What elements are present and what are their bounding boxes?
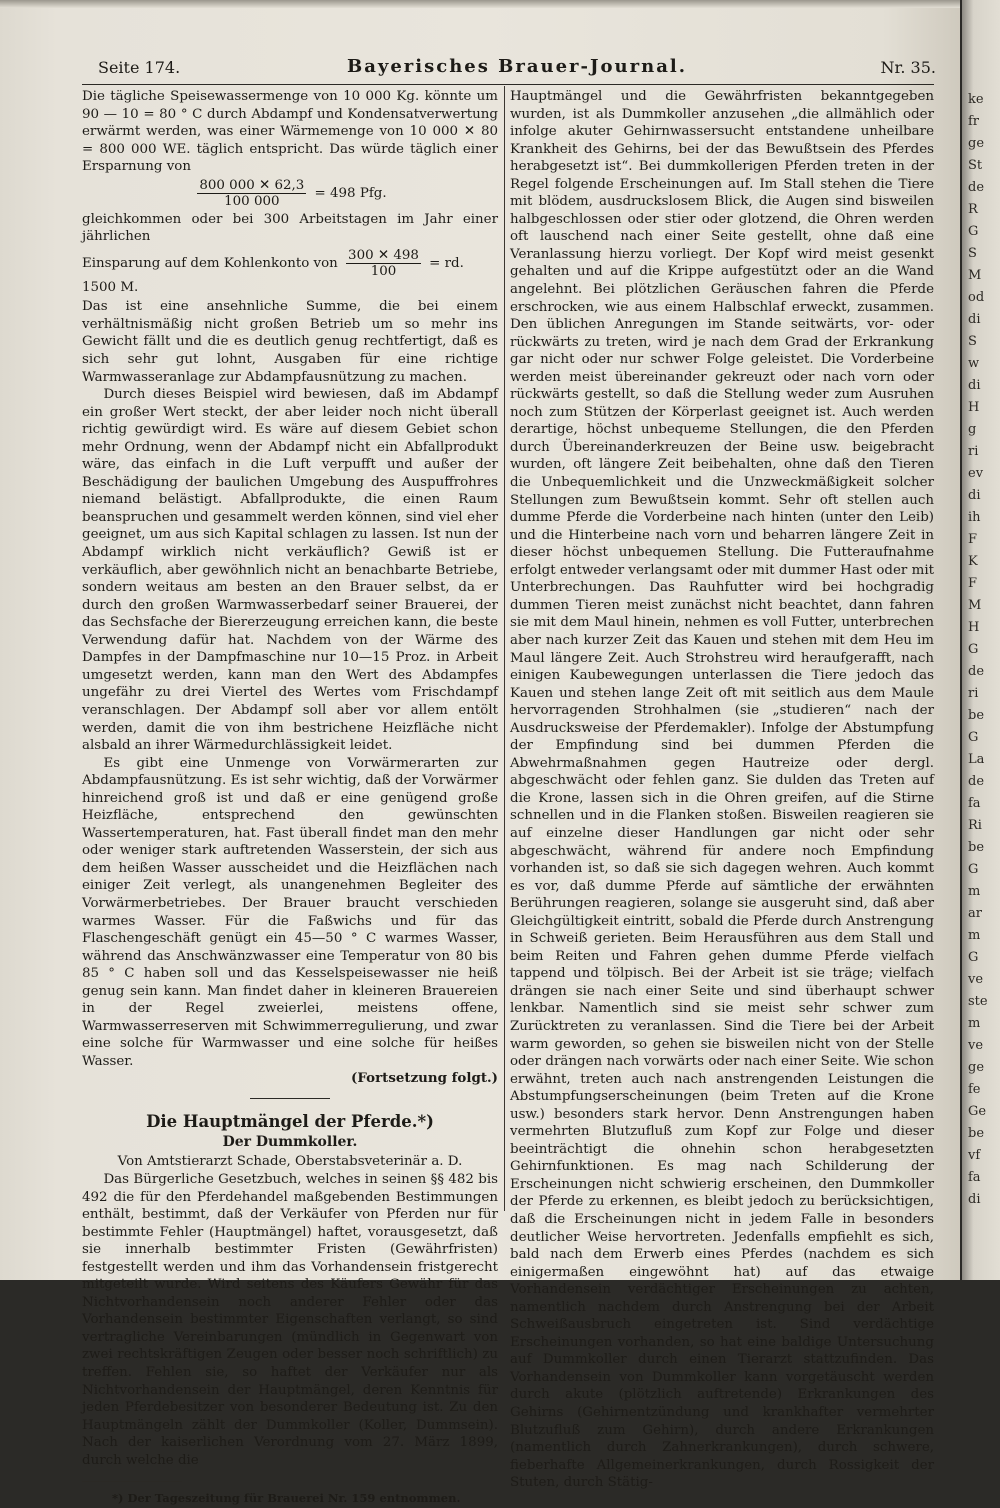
adjacent-page-fragment: G bbox=[968, 224, 979, 239]
header-rule bbox=[82, 84, 934, 85]
adjacent-page-fragment: di bbox=[968, 378, 981, 393]
paragraph-abdampf: Durch dieses Beispiel wird bewiesen, daß im Abdampf ein großer Wert steckt, der aber leider noch nicht überall richtig gewürdigt wird. Es wäre auf diesem Gebiet schon mehr Ordnung, wenn der Abdampf nicht ein Abfallprodukt wäre, das einfach in die Luft verpufft und außer der Beschädigung der baulichen Umgebung des Auspuffrohres niemand belästigt. Abfallprodukte, die einen Raum beanspruchen und gesammelt werden können, sind viel eher geeignet, um aus sich Kapital schlagen zu lassen. Ist nun der Abdampf wirklich nicht verkäuflich? Gewiß ist er verkäuflich, aber gewöhnlich nicht an benachbarte Betriebe, sondern weitaus am besten an den Brauer selbst, da er durch den großen Warmwasserbedarf seiner Brauerei, der das Sechsfache der Biererzeugung erreichen kann, die beste Verwendung dafür hat. Nachdem von der Wärme des Dampfes in der Dampfmaschine nur 10—15 Proz. in Arbeit umgesetzt werden, kann man den Wert des Abdampfes ungefähr zu drei Viertel des Wertes vom Frischdampf veranschlagen. Der Abdampf soll aber vor allem entölt werden, damit die von ihm bestrichene Heizfläche nicht alsbald an ihrer Wärmedurchlässigkeit leidet. bbox=[82, 387, 498, 754]
adjacent-page-fragment: G bbox=[968, 730, 979, 745]
adjacent-page-fragment: R bbox=[968, 202, 978, 217]
adjacent-page-fragment: de bbox=[968, 664, 985, 679]
fraction bbox=[346, 248, 421, 279]
article-subtitle: Der Dummkoller. bbox=[222, 1133, 358, 1150]
adjacent-page-fragment: vf bbox=[968, 1148, 981, 1163]
formula-result: = 498 Pfg. bbox=[314, 185, 387, 201]
fraction-denominator: 100 000 bbox=[224, 193, 280, 209]
adjacent-page-fragment: Ge bbox=[968, 1104, 987, 1119]
column-divider bbox=[504, 86, 505, 1211]
adjacent-page-edge bbox=[962, 0, 1000, 1280]
paragraph-summe: Das ist eine ansehnliche Summe, die bei einem verhältnismäßig nicht großen Betrieb um so mehr ins Gewicht fällt und die es deutlich genug rechtfertigt, daß es sich sehr gut lohnt, Ausgaben für eine richtige Warmwasseranlage zur Abdampfausnützung zu machen. bbox=[82, 299, 498, 385]
continuation-note: (Fortsetzung folgt.) bbox=[351, 1070, 498, 1087]
article-title: Die Hauptmängel der Pferde.*) bbox=[146, 1111, 434, 1131]
adjacent-page-fragment: od bbox=[968, 290, 985, 305]
adjacent-page-fragment: G bbox=[968, 950, 979, 965]
adjacent-page-fragment: M bbox=[968, 268, 982, 283]
adjacent-page-fragment: ar bbox=[968, 906, 982, 921]
adjacent-page-fragment: di bbox=[968, 312, 981, 327]
adjacent-page-fragment: m bbox=[968, 928, 981, 943]
adjacent-page-fragment: di bbox=[968, 1192, 981, 1207]
adjacent-page-fragment: G bbox=[968, 862, 979, 877]
left-column bbox=[82, 88, 498, 1508]
article-separator bbox=[250, 1098, 330, 1099]
formula-daily-saving bbox=[82, 178, 498, 209]
adjacent-page-fragment: ve bbox=[968, 972, 984, 987]
formula-lead-text: Einsparung auf dem Kohlenkonto von bbox=[82, 255, 338, 271]
adjacent-page-fragment: H bbox=[968, 400, 980, 415]
adjacent-page-fragment: F bbox=[968, 532, 978, 547]
adjacent-page-fragment: be bbox=[968, 708, 985, 723]
paragraph-vorwaermer: Es gibt eine Unmenge von Vorwärmerarten zur Abdampfausnützung. Es ist sehr wichtig, daß der Vorwärmer hinreichend groß ist und daß er eine genügend große Heizfläche, entsprechend den gewünschten Wassertemperaturen, hat. Fast überall findet man den mehr oder weniger stark auftretenden Wasserstein, der sich aus dem heißen Wasser ausscheidet und die Heizflächen nach einiger Zeit verlegt, als unangenehmen Begleiter des Vorwärmerbetriebes. Der Brauer braucht verschieden warmes Wasser. Für die Faßwichs und für das Flaschengeschäft genügt ein 45—50 ° C warmes Wasser, während das Anschwänzwasser eine Temperatur von 80 bis 85 ° C haben soll und das Kesselspeisewasser nie heiß genug sein kann. Man findet daher in kleineren Brauereien in der Regel zweierlei, meistens offene, Warmwasserreserven mit Schwimmerregulierung, und zwar eine solche für Warmwasser und eine solche für heißes Wasser. bbox=[82, 755, 498, 1069]
adjacent-page-fragment: m bbox=[968, 884, 981, 899]
adjacent-page-fragment: g bbox=[968, 422, 977, 437]
adjacent-page-fragment: ke bbox=[968, 92, 984, 107]
formula-result: = rd. 1500 M. bbox=[82, 255, 464, 295]
adjacent-page-fragment: La bbox=[968, 752, 985, 767]
adjacent-page-fragment: ge bbox=[968, 136, 985, 151]
adjacent-page-fragment: w bbox=[968, 356, 980, 371]
adjacent-page-fragment: K bbox=[968, 554, 978, 569]
journal-title: Bayerisches Brauer-Journal. bbox=[347, 56, 687, 77]
adjacent-page-fragment: St bbox=[968, 158, 983, 173]
adjacent-page-fragment: di bbox=[968, 488, 981, 503]
issue-number: Nr. 35. bbox=[880, 58, 936, 77]
adjacent-page-fragment: ri bbox=[968, 686, 979, 701]
adjacent-page-fragment: fa bbox=[968, 1170, 981, 1185]
adjacent-page-fragment: fe bbox=[968, 1082, 981, 1097]
adjacent-page-fragment: fr bbox=[968, 114, 980, 129]
paragraph-speisewasser: Die tägliche Speisewassermenge von 10 000 Kg. könnte um 90 — 10 = 80 ° C durch Abdampf und Kondensatverwertung erwärmt werden, was einer Wärmemenge von 10 000 ✕ 80 = 800 000 WE. täglich entspricht. Das würde täglich einer Ersparnung von bbox=[82, 89, 498, 175]
adjacent-page-fragment: ste bbox=[968, 994, 988, 1009]
paragraph-dummkoller: Hauptmängel und die Gewährfristen bekanntgegeben wurden, ist als Dummkoller anzusehen „die allmählich oder infolge akuter Gehirnwassersucht entstandene unheilbare Krankheit des Gehirns, bei der das Bewußtsein des Pferdes herabgesetzt ist“. Bei dummkollerigen Pferden treten in der Regel folgende Erscheinungen auf. Im Stall stehen die Tiere mit blödem, ausdruckslosem Blick, die Augen sind bisweilen halbgeschlossen oder stier oder glotzend, die Ohren werden oft lauschend nach einer Seite gestellt, ohne daß eine Veranlassung hierzu vorliegt. Der Kopf wird meist gesenkt gehalten und auf die Krippe aufgestützt oder an die Wand angelehnt. Bei plötzlichen Geräuschen fahren die Pferde erschrocken, wie aus einem Halbschlaf erweckt, zusammen. Den üblichen Anregungen im Stande seitwärts, vor- oder rückwärts zu treten, wird je nach dem Grad der Erkrankung gar nicht oder nur schwer Folge geleistet. Die Vorderbeine werden meist übereinander gekreuzt oder nach vorn oder rückwärts gestellt, so daß die Stellung weder zum Ausruhen noch zum Stützen der Körperlast geeignet ist. Auch werden derartige, höchst unbequeme Stellungen, die den Pferden durch Übereinanderkreuzen der Beine usw. beigebracht wurden, oft längere Zeit beibehalten, ohne daß den Tieren die Unbequemlichkeit und die Unzweckmäßigkeit solcher Stellungen zum Bewußtsein kommt. Sehr oft stellen auch dumme Pferde die Vorderbeine nach hinten (unter den Leib) und die Hinterbeine nach vorn und beharren längere Zeit in dieser höchst unbequemen Stellung. Die Futteraufnahme erfolgt entweder verlangsamt oder mit dummer Hast oder mit Unterbrechungen. Das Rauhfutter wird bei hochgradig dummen Tieren meist zunächst nicht beachtet, dann fahren sie mit dem Maul hinein, nehmen es voll Futter, unterbrechen aber nach kurzer Zeit das Kauen und stehen mit dem Heu im Maul längere Zeit. Auch Strohstreu wird heraufgerafft, nach einigen Kaubewegungen unterlassen die Tiere jedoch das Kauen und stehen lange Zeit oft mit seitlich aus dem Maule hervorragenden Strohhalmen (sie „studieren“ nach der Ausdrucksweise der Pferdemakler). Infolge der Abstumpfung der Empfindung sind bei dummen Pferden die Abwehrmaßnahmen gegen Hautreize oder dergl. abgeschwächt oder fehlen ganz. Sie dulden das Treten auf die Krone, lassen sich in die Ohren greifen, auf die Stirne schnellen und in die Flanken stoßen. Bisweilen reagieren sie auf einzelne dieser Handlungen gar nicht oder sehr abgeschwächt, während für andere noch Empfindung vorhanden ist, so daß sie sich dagegen wehren. Auch kommt es vor, daß dumme Pferde auf sämtliche der erwähnten Berührungen reagieren, solange sie ausgeruht sind, daß aber Gleichgültigkeit eintritt, sobald die Pferde durch Anstrengung in Schweiß gerieten. Beim Herausführen aus dem Stall und beim Reiten und Fahren gehen dumme Pferde vielfach tappend und tölpisch. Bei der Arbeit ist sie träge; vielfach drängen sie nach einer Seite und sind überhaupt schwer lenkbar. Namentlich sind sie meist sehr schwer zum Zurücktreten zu veranlassen. Sind die Tiere bei der Arbeit warm geworden, so gehen sie bisweilen nicht von der Stelle oder drängen nach vorwärts oder nach einer Seite. Wie schon erwähnt, treten auch nach anstrengenden Leistungen die Abstumpfungserscheinungen (beim Treten auf die Krone usw.) besonders stark hervor. Denn Anstrengungen haben vermehrten Blutzufluß zum Kopf zur Folge und dieser beeinträchtigt die ohnehin schon herabgesetzten Gehirnfunktionen. Es mag nach Schilderung der Erscheinungen nicht schwierig erscheinen, den Dummkoller der Pferde zu erkennen, es bleibt jedoch zu berücksichtigen, daß die Erscheinungen nicht in jedem Falle in besonders deutlicher Weise hervortreten. Jedenfalls empfiehlt es sich, bald nach dem Erwerb eines Pferdes (nachdem es sich einigermaßen eingewöhnt hat) auf das etwaige Vorhandensein verdächtiger Erscheinungen zu achten, namentlich nachdem durch Anstrengung bei der Arbeit Schweißausbruch eingetreten ist. Sind verdächtige Erscheinungen vorhanden, so hat eine baldige Untersuchung auf Dummkoller durch einen Tierarzt stattzufinden. Das Vorhandensein von Dummkoller kann vorgetäuscht werden durch akute (plötzlich auftretende) Erkrankungen des Gehirns (Gehirnentzündung und krankhafter vermehrter Blutzufluß zum Gehirn), durch andere Erkrankungen (namentlich durch Zahnerkrankungen), durch schwere, fieberhafte Allgemeinerkrankungen, durch Rossigkeit der Stuten, durch Stätig- bbox=[510, 89, 934, 1491]
adjacent-page-fragment: de bbox=[968, 180, 985, 195]
fraction-denominator: 100 bbox=[370, 263, 397, 279]
adjacent-page-fragment: Ri bbox=[968, 818, 982, 833]
adjacent-page-fragment: ev bbox=[968, 466, 984, 481]
adjacent-page-fragment: G bbox=[968, 642, 979, 657]
fraction bbox=[197, 178, 306, 209]
adjacent-page-fragment: ge bbox=[968, 1060, 985, 1075]
page-top-edge bbox=[0, 0, 960, 8]
adjacent-page-fragment: M bbox=[968, 598, 982, 613]
right-column bbox=[510, 88, 934, 1492]
fraction-numerator: 300 ✕ 498 bbox=[348, 247, 419, 263]
adjacent-page-fragment: de bbox=[968, 774, 985, 789]
formula-yearly-saving bbox=[82, 248, 498, 297]
paragraph-gesetzbuch: Das Bürgerliche Gesetzbuch, welches in seinen §§ 482 bis 492 die für den Pferdehandel maßgebenden Bestimmungen enthält, bestimmt, daß der Verkäufer von Pferden nur für bestimmte Fehler (Hauptmängel) haftet, vorausgesetzt, daß sie innerhalb bestimmter Fristen (Gewährfristen) festgestellt werden und ihm das Vorhandensein fristgerecht mitgeteilt wurde. Wird seitens des Käufers Gewähr für das Nichtvorhandensein noch anderer Fehler oder das Vorhandensein bestimmter Eigenschaften verlangt, so sind vertragliche Vereinbarungen (mündlich in Gegenwart von zwei rechtskräftigen Zeugen oder besser noch schriftlich) zu treffen. Fehlen sie, so haftet der Verkäufer nur als Nichtvorhandensein der Hauptmängel, deren Kenntnis für jeden Pferdebesitzer von besonderer Bedeutung ist. Zu den Hauptmängeln zählt der Dummkoller (Koller, Dummsein). Nach der kaiserlichen Verordnung vom 27. März 1899, durch welche die bbox=[82, 1171, 498, 1468]
adjacent-page-fragment: fa bbox=[968, 796, 981, 811]
adjacent-page-fragment: be bbox=[968, 1126, 985, 1141]
adjacent-page-fragment: ri bbox=[968, 444, 979, 459]
footnote-rule bbox=[82, 1481, 182, 1482]
adjacent-page-fragment: ve bbox=[968, 1038, 984, 1053]
page-header bbox=[98, 56, 936, 82]
adjacent-page-fragment: H bbox=[968, 620, 980, 635]
article-author: Von Amtstierarzt Schade, Oberstabsveterinär a. D. bbox=[117, 1153, 463, 1169]
adjacent-page-fragment: ih bbox=[968, 510, 981, 525]
fraction-numerator: 800 000 ✕ 62,3 bbox=[199, 177, 305, 193]
adjacent-page-fragment: S bbox=[968, 334, 977, 349]
paragraph-yearly: gleichkommen oder bei 300 Arbeitstagen im Jahr einer jährlichen bbox=[82, 211, 498, 245]
adjacent-page-fragment: be bbox=[968, 840, 985, 855]
page-number: Seite 174. bbox=[98, 58, 181, 77]
adjacent-page-fragment: S bbox=[968, 246, 977, 261]
adjacent-page-fragment: m bbox=[968, 1016, 981, 1031]
adjacent-page-fragment: F bbox=[968, 576, 978, 591]
footnote: *) Der Tageszeitung für Brauerei Nr. 159 entnommen. bbox=[112, 1491, 461, 1506]
